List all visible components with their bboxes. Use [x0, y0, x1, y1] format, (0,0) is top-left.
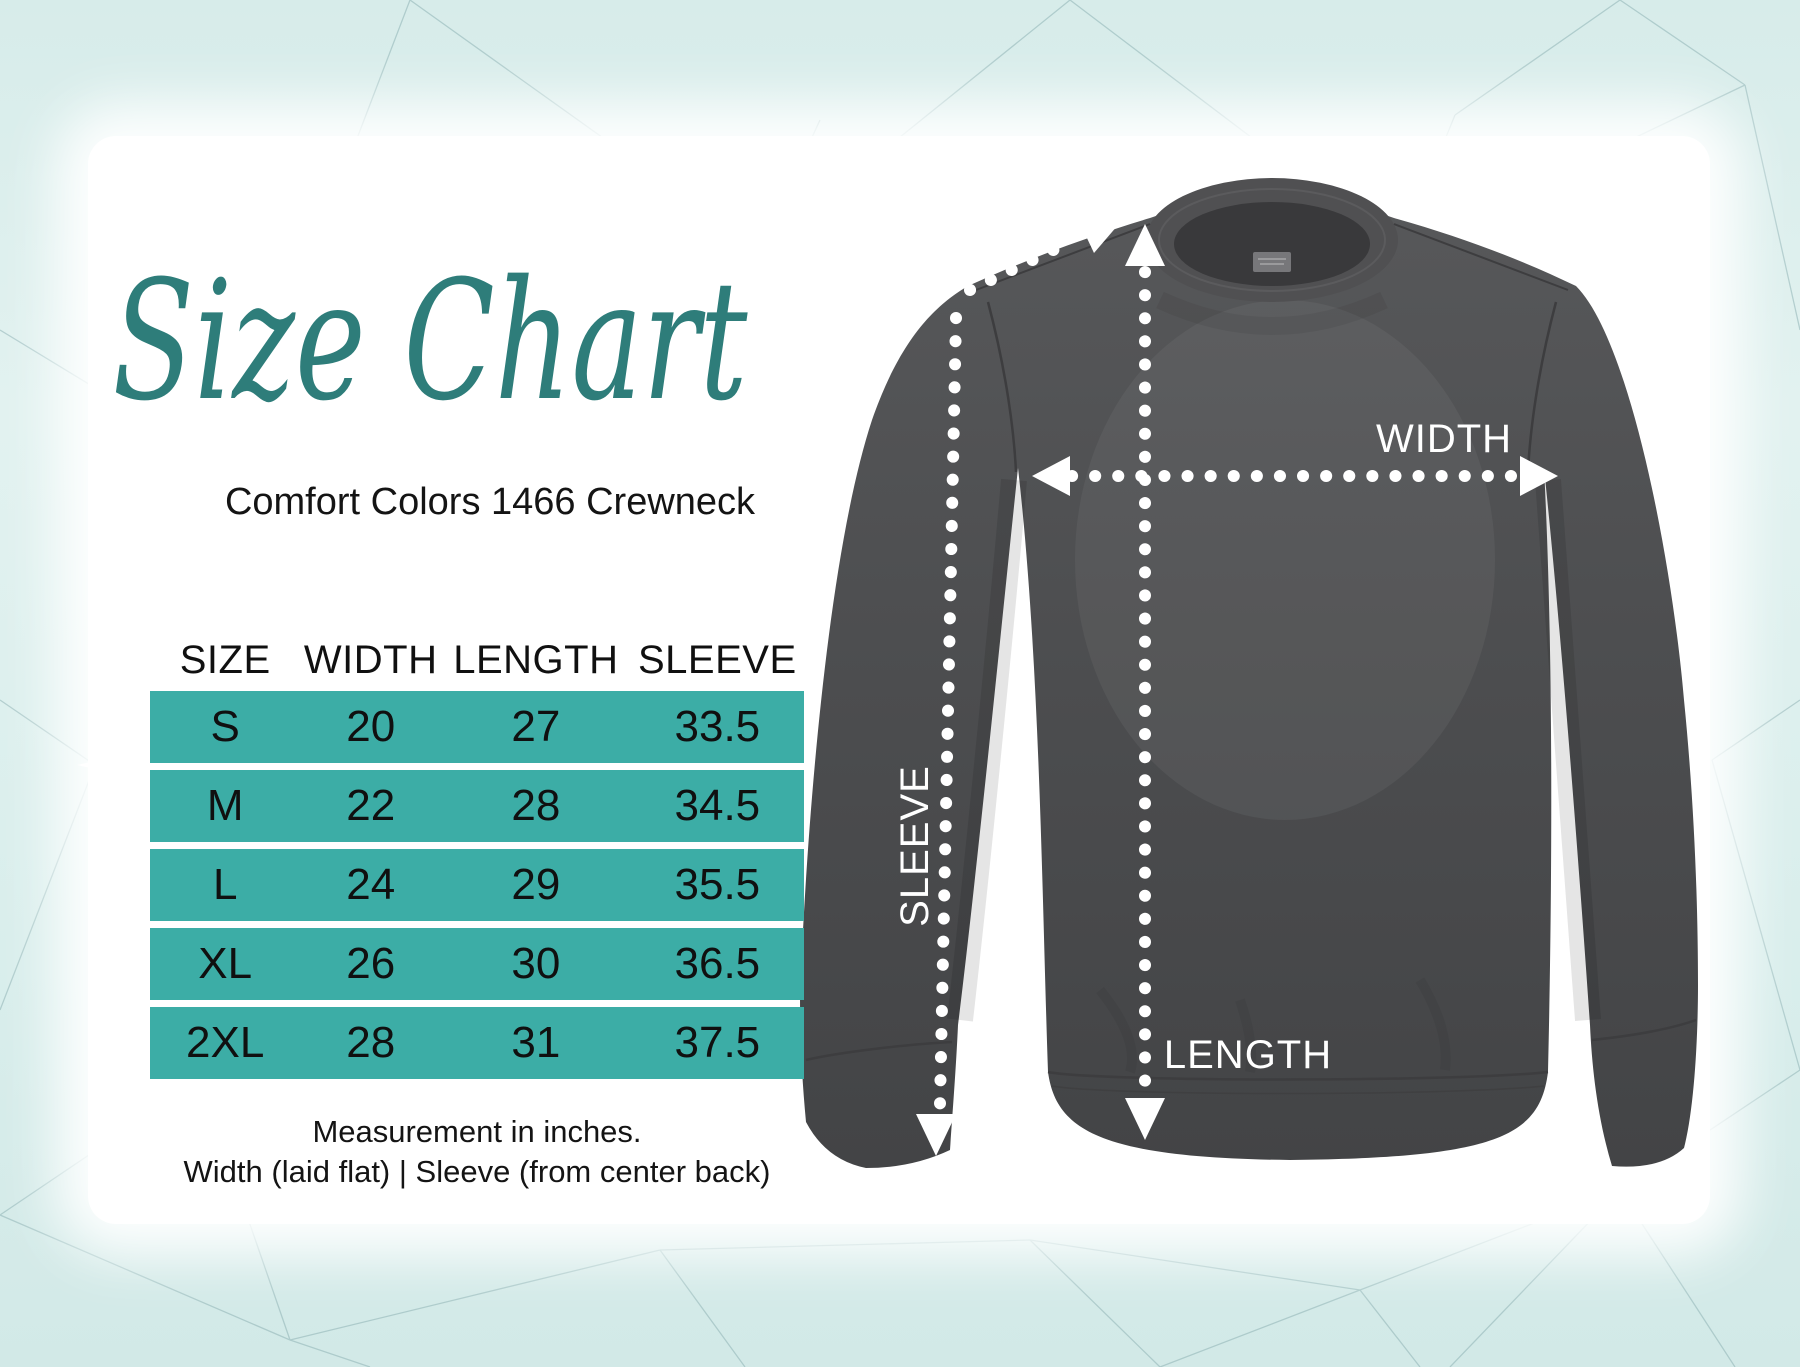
cell-width: 20 — [346, 702, 396, 751]
cell-size: S — [210, 702, 240, 751]
header-length: LENGTH — [453, 637, 619, 682]
cell-sleeve: 36.5 — [674, 939, 761, 988]
cell-width: 26 — [346, 939, 396, 988]
cell-sleeve: 34.5 — [674, 781, 761, 830]
header-width: WIDTH — [303, 637, 438, 682]
table-row — [150, 1007, 804, 1079]
cell-length: 27 — [511, 702, 561, 751]
cell-sleeve: 37.5 — [674, 1018, 761, 1067]
header-sleeve: SLEEVE — [637, 637, 797, 682]
cell-width: 22 — [346, 781, 396, 830]
brand-tag — [1253, 252, 1291, 272]
cell-length: 29 — [511, 860, 561, 909]
table-row — [150, 928, 804, 1000]
cell-length: 28 — [511, 781, 561, 830]
cell-sleeve: 35.5 — [674, 860, 761, 909]
crewneck-collar — [1146, 178, 1398, 302]
sweatshirt-illustration — [800, 178, 1698, 1168]
cell-width: 24 — [346, 860, 396, 909]
cell-size: 2XL — [186, 1018, 265, 1067]
header-size: SIZE — [179, 637, 271, 682]
cell-length: 31 — [511, 1018, 561, 1067]
cell-sleeve: 33.5 — [674, 702, 761, 751]
measurement-note: Measurement in inches. — [312, 1114, 642, 1149]
table-row — [150, 691, 804, 763]
subtitle: Comfort Colors 1466 Crewneck — [224, 481, 756, 523]
page-title: Size Chart — [112, 245, 748, 437]
cell-width: 28 — [346, 1018, 396, 1067]
cell-size: XL — [198, 939, 253, 988]
length-label: LENGTH — [1163, 1033, 1333, 1077]
table-row — [150, 770, 804, 842]
size-table — [150, 636, 804, 1079]
cell-size: M — [206, 781, 244, 830]
table-row — [150, 849, 804, 921]
cell-length: 30 — [511, 939, 561, 988]
measurement-detail-note: Width (laid flat) | Sleeve (from center back) — [183, 1154, 771, 1189]
cell-size: L — [212, 860, 238, 909]
width-label: WIDTH — [1375, 417, 1513, 461]
sleeve-label: SLEEVE — [893, 765, 937, 927]
table-header-row — [150, 636, 804, 684]
